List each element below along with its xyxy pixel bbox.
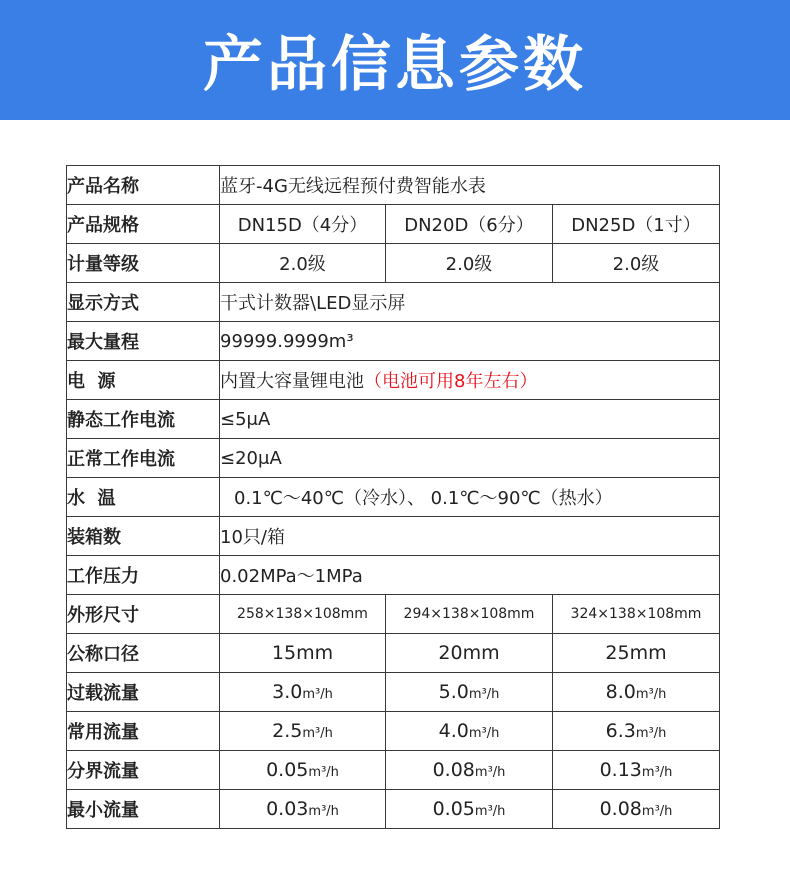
row-label: 公称口径 [67, 634, 220, 673]
row-label: 分界流量 [67, 751, 220, 790]
cell-value: 258×138×108mm [220, 595, 386, 634]
row-product-name [67, 166, 720, 205]
flow-number: 2.5 [272, 720, 303, 742]
row-label: 显示方式 [67, 283, 220, 322]
flow-unit: m³/h [474, 765, 506, 780]
flow-unit: m³/h [308, 804, 339, 819]
row-label: 最大量程 [67, 322, 220, 361]
cell-value [386, 790, 553, 829]
page-banner [0, 0, 790, 120]
row-label: 装箱数 [67, 517, 220, 556]
flow-number: 0.08 [432, 759, 475, 781]
row-size [67, 595, 720, 634]
cell-value: 25mm [553, 634, 720, 673]
row-label: 电 源 [67, 361, 220, 400]
flow-unit: m³/h [641, 765, 673, 780]
row-value: 0.1℃～40℃（冷水）、 0.1℃～90℃（热水） [220, 478, 720, 517]
flow-number: 0.05 [432, 798, 475, 820]
flow-number: 0.13 [599, 759, 642, 781]
battery-life-note: （电池可用8年左右） [364, 371, 538, 392]
row-label: 正常工作电流 [67, 439, 220, 478]
flow-unit: m³/h [635, 687, 667, 702]
row-pressure [67, 556, 720, 595]
flow-unit: m³/h [641, 804, 673, 819]
row-model [67, 205, 720, 244]
row-label: 计量等级 [67, 244, 220, 283]
cell-value: 20mm [386, 634, 553, 673]
flow-number: 0.03 [266, 798, 309, 820]
cell-value [386, 712, 553, 751]
flow-number: 0.08 [599, 798, 642, 820]
cell-value [553, 673, 720, 712]
cell-value: 15mm [220, 634, 386, 673]
cell-value [386, 673, 553, 712]
flow-number: 6.3 [605, 720, 636, 742]
row-value: 0.02MPa～1MPa [220, 556, 720, 595]
flow-unit: m³/h [308, 765, 339, 780]
row-boundary-flow [67, 751, 720, 790]
flow-unit: m³/h [635, 726, 667, 741]
row-normal-current [67, 439, 720, 478]
cell-value [553, 751, 720, 790]
row-grade [67, 244, 720, 283]
row-packing [67, 517, 720, 556]
row-bore [67, 634, 720, 673]
flow-number: 3.0 [272, 681, 303, 703]
row-power [67, 361, 720, 400]
row-value: ≤20μA [220, 439, 720, 478]
cell-value [553, 712, 720, 751]
cell-value: DN20D（6分） [386, 205, 553, 244]
row-minimum-flow [67, 790, 720, 829]
cell-value [220, 712, 386, 751]
cell-value [553, 790, 720, 829]
row-common-flow [67, 712, 720, 751]
cell-value [220, 673, 386, 712]
cell-value [220, 751, 386, 790]
cell-value: 2.0级 [553, 244, 720, 283]
row-display [67, 283, 720, 322]
row-label: 产品名称 [67, 166, 220, 205]
page-title: 产品信息参数 [203, 30, 587, 100]
flow-unit: m³/h [468, 687, 500, 702]
flow-number: 5.0 [438, 681, 469, 703]
row-overload-flow [67, 673, 720, 712]
row-label: 静态工作电流 [67, 400, 220, 439]
row-value: 蓝牙-4G无线远程预付费智能水表 [220, 166, 720, 205]
flow-number: 0.05 [266, 759, 309, 781]
cell-value: DN25D（1寸） [553, 205, 720, 244]
flow-unit: m³/h [302, 726, 333, 741]
power-value: 内置大容量锂电池 [220, 371, 364, 392]
row-label: 常用流量 [67, 712, 220, 751]
row-label: 水 温 [67, 478, 220, 517]
row-value: 10只/箱 [220, 517, 720, 556]
row-value: 99999.9999m³ [220, 322, 720, 361]
flow-unit: m³/h [302, 687, 333, 702]
flow-number: 4.0 [438, 720, 469, 742]
row-label: 外形尺寸 [67, 595, 220, 634]
cell-value: DN15D（4分） [220, 205, 386, 244]
flow-unit: m³/h [474, 804, 506, 819]
cell-value: 2.0级 [220, 244, 386, 283]
row-value [220, 361, 720, 400]
row-value: ≤5μA [220, 400, 720, 439]
row-water-temp [67, 478, 720, 517]
row-static-current [67, 400, 720, 439]
cell-value: 294×138×108mm [386, 595, 553, 634]
cell-value: 324×138×108mm [553, 595, 720, 634]
row-label: 最小流量 [67, 790, 220, 829]
row-label: 过载流量 [67, 673, 220, 712]
cell-value: 2.0级 [386, 244, 553, 283]
row-label: 工作压力 [67, 556, 220, 595]
flow-number: 8.0 [605, 681, 636, 703]
flow-unit: m³/h [468, 726, 500, 741]
cell-value [386, 751, 553, 790]
row-range [67, 322, 720, 361]
row-label: 产品规格 [67, 205, 220, 244]
cell-value [220, 790, 386, 829]
row-value: 干式计数器\LED显示屏 [220, 283, 720, 322]
spec-table [66, 165, 720, 829]
